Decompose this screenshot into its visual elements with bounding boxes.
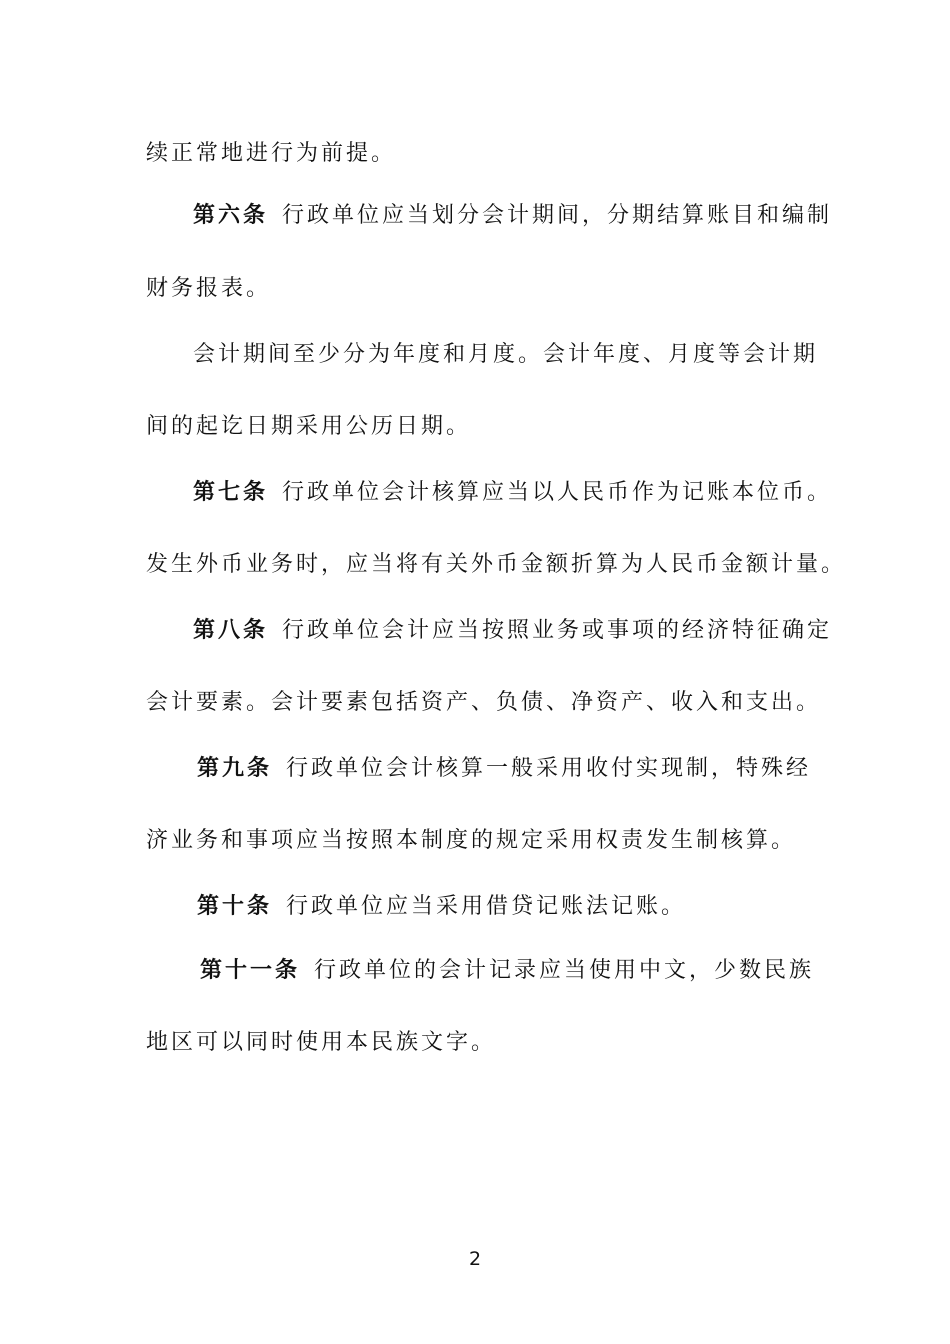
page-number: 2 — [468, 1248, 482, 1270]
text-line — [193, 339, 826, 371]
line-text: 续正常地进行为前提。 — [146, 141, 397, 166]
line-text: 行政单位应当划分会计期间，分期结算账目和编制 — [282, 203, 833, 228]
line-text: 发生外币业务时，应当将有关外币金额折算为人民币金额计量。 — [146, 552, 847, 577]
line-text: 间的起讫日期采用公历日期。 — [146, 414, 472, 439]
text-line — [146, 825, 826, 857]
article-line — [193, 615, 833, 647]
line-text: 行政单位会计应当按照业务或事项的经济特征确定 — [282, 618, 833, 643]
line-text: 行政单位的会计记录应当使用中文，少数民族 — [314, 958, 815, 983]
article-line — [193, 200, 833, 232]
article-line — [197, 753, 826, 785]
article-heading: 第六条 — [193, 203, 269, 228]
article-line — [200, 955, 826, 987]
line-text: 地区可以同时使用本民族文字。 — [146, 1030, 497, 1055]
article-line — [197, 891, 826, 923]
text-line — [146, 1027, 826, 1059]
text-line — [146, 273, 826, 305]
article-line — [193, 477, 833, 509]
article-heading: 第八条 — [193, 618, 269, 643]
text-line — [146, 411, 826, 443]
line-text: 行政单位会计核算一般采用收付实现制，特殊经 — [286, 756, 812, 781]
line-text: 济业务和事项应当按照本制度的规定采用权责发生制核算。 — [146, 828, 797, 853]
line-text: 会计要素。会计要素包括资产、负债、净资产、收入和支出。 — [146, 690, 822, 715]
article-heading: 第十一条 — [200, 958, 301, 983]
article-heading: 第十条 — [197, 894, 273, 919]
text-line — [146, 549, 847, 581]
line-text: 财务报表。 — [146, 276, 272, 301]
text-line — [146, 138, 826, 170]
line-text: 行政单位会计核算应当以人民币作为记账本位币。 — [282, 480, 833, 505]
line-text: 会计期间至少分为年度和月度。会计年度、月度等会计期 — [193, 342, 819, 367]
article-heading: 第七条 — [193, 480, 269, 505]
text-line — [146, 687, 826, 719]
line-text: 行政单位应当采用借贷记账法记账。 — [286, 894, 687, 919]
article-heading: 第九条 — [197, 756, 273, 781]
